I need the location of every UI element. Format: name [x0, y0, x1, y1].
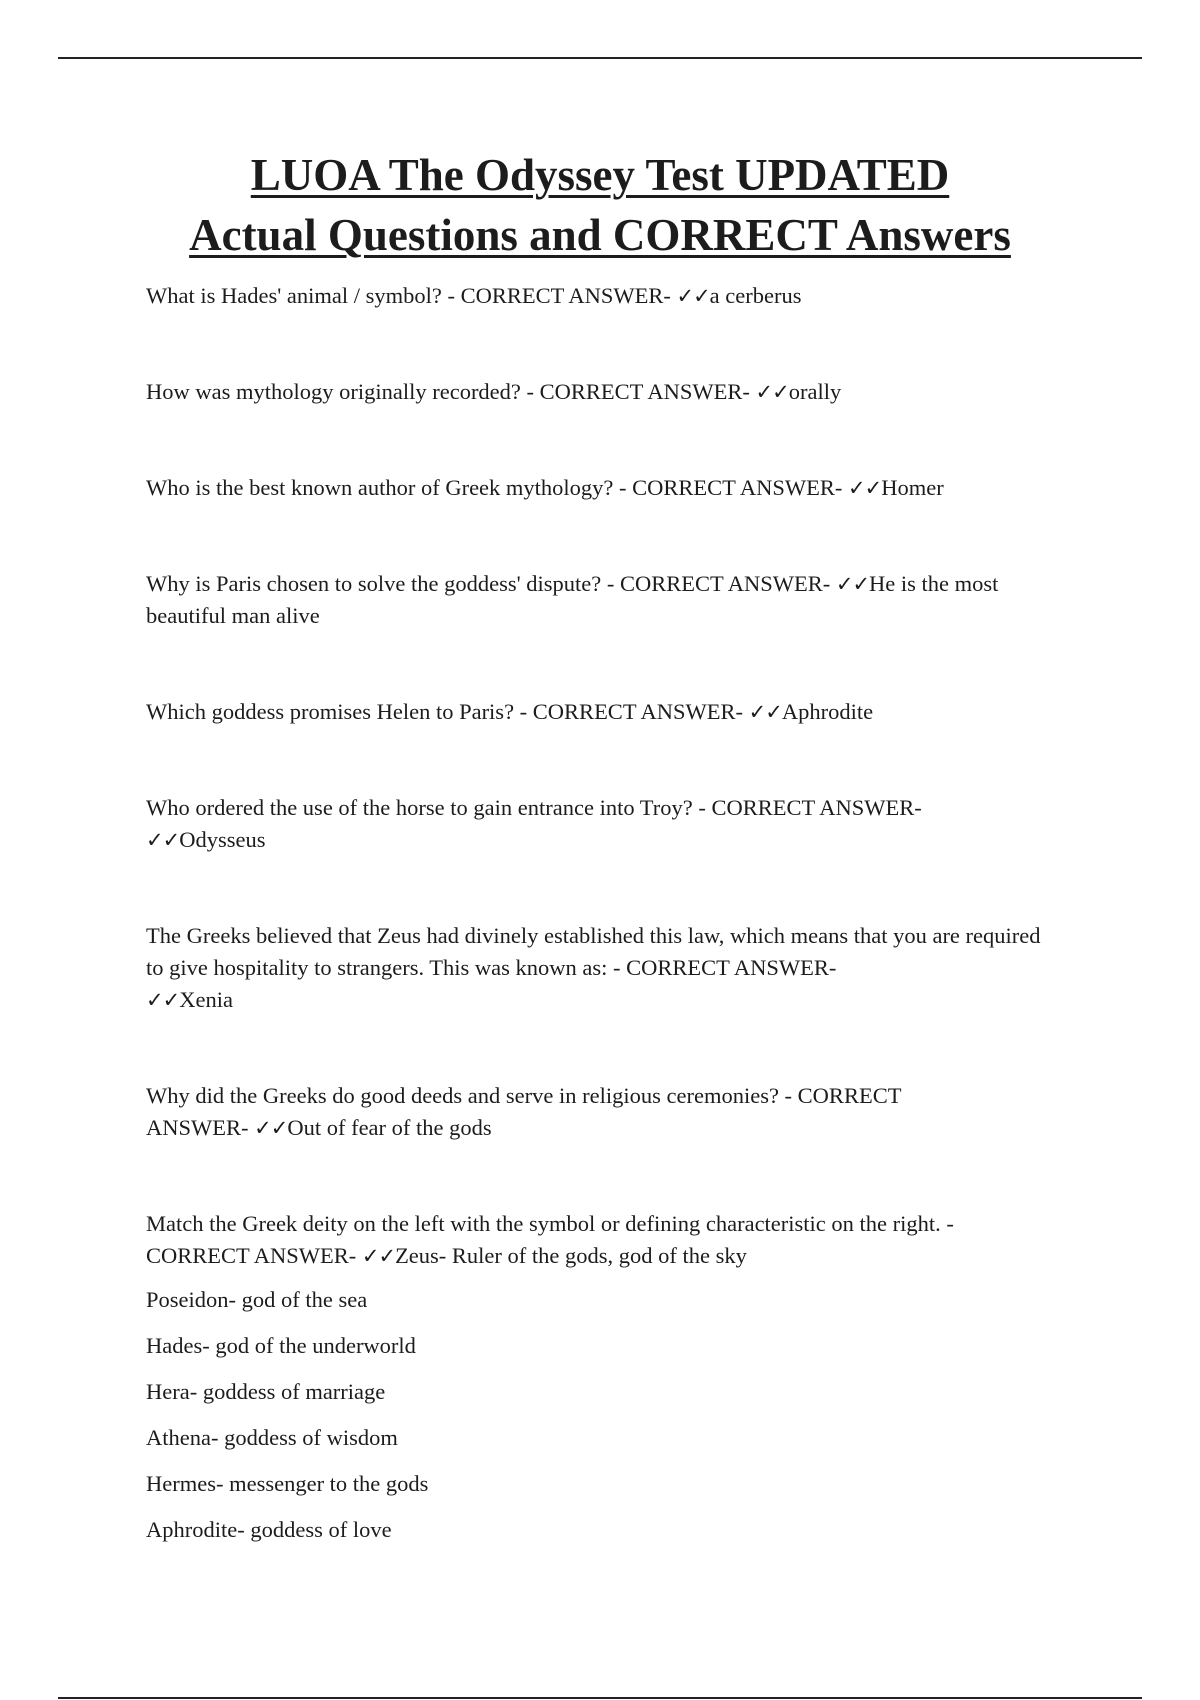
qa-item [146, 472, 1046, 504]
bottom-rule [58, 1697, 1142, 1699]
qa-item [146, 1208, 1046, 1272]
question-text: Match the Greek deity on the left with the symbol or defining characteristic on the right. - CORRECT ANSWER- [146, 1211, 954, 1268]
question-text: Who is the best known author of Greek mythology? - CORRECT ANSWER- [146, 475, 849, 500]
question-text: Why did the Greeks do good deeds and serve in religious ceremonies? - CORRECT ANSWER- [146, 1083, 902, 1140]
double-check-icon: ✓✓ [835, 572, 870, 596]
question-text: How was mythology originally recorded? - CORRECT ANSWER- [146, 379, 756, 404]
question-text: Why is Paris chosen to solve the goddess' dispute? - CORRECT ANSWER- [146, 571, 836, 596]
answer-text: orally [788, 379, 842, 404]
answer-text: Zeus- Ruler of the gods, god of the sky [395, 1243, 747, 1268]
answer-text: Xenia [179, 987, 233, 1012]
title-line-1: LUOA The Odyssey Test UPDATED [250, 150, 950, 200]
question-text: The Greeks believed that Zeus had divinely established this law, which means that you are required to give hospitality to strangers. This was known as: - CORRECT ANSWER- [146, 923, 1041, 980]
double-check-icon: ✓✓ [254, 1116, 288, 1140]
document-title [100, 145, 1100, 265]
qa-item [146, 696, 1046, 728]
qa-item [146, 920, 1046, 1016]
answer-text: Aphrodite [781, 699, 874, 724]
double-check-icon: ✓✓ [676, 284, 710, 308]
double-check-icon: ✓✓ [361, 1244, 396, 1268]
qa-list [146, 280, 1046, 1560]
qa-item [146, 568, 1046, 632]
match-line: Hades- god of the underworld [146, 1333, 416, 1358]
qa-item [146, 376, 1046, 408]
double-check-icon: ✓✓ [848, 476, 882, 500]
answer-text: Out of fear of the gods [287, 1115, 492, 1140]
answer-text: Odysseus [179, 827, 266, 852]
double-check-icon: ✓✓ [748, 700, 782, 724]
double-check-icon: ✓✓ [755, 380, 789, 404]
answer-text: Homer [881, 475, 944, 500]
qa-item [146, 1080, 1046, 1144]
double-check-icon: ✓✓ [146, 988, 180, 1012]
question-text: Who ordered the use of the horse to gain entrance into Troy? - CORRECT ANSWER- [146, 795, 922, 820]
answer-text: a cerberus [709, 283, 802, 308]
match-line: Hera- goddess of marriage [146, 1379, 386, 1404]
double-check-icon: ✓✓ [146, 828, 180, 852]
answer-text: He is the most beautiful man alive [146, 571, 1005, 628]
question-text: What is Hades' animal / symbol? - CORRECT ANSWER- [146, 283, 677, 308]
match-line: Hermes- messenger to the gods [146, 1471, 429, 1496]
title-line-2: Actual Questions and CORRECT Answers [189, 210, 1011, 260]
match-line: Aphrodite- goddess of love [146, 1517, 392, 1542]
qa-item [146, 792, 1046, 856]
question-text: Which goddess promises Helen to Paris? - CORRECT ANSWER- [146, 699, 749, 724]
match-line: Poseidon- god of the sea [146, 1287, 368, 1312]
match-line: Athena- goddess of wisdom [146, 1425, 398, 1450]
top-rule [58, 57, 1142, 59]
qa-item [146, 280, 1046, 312]
